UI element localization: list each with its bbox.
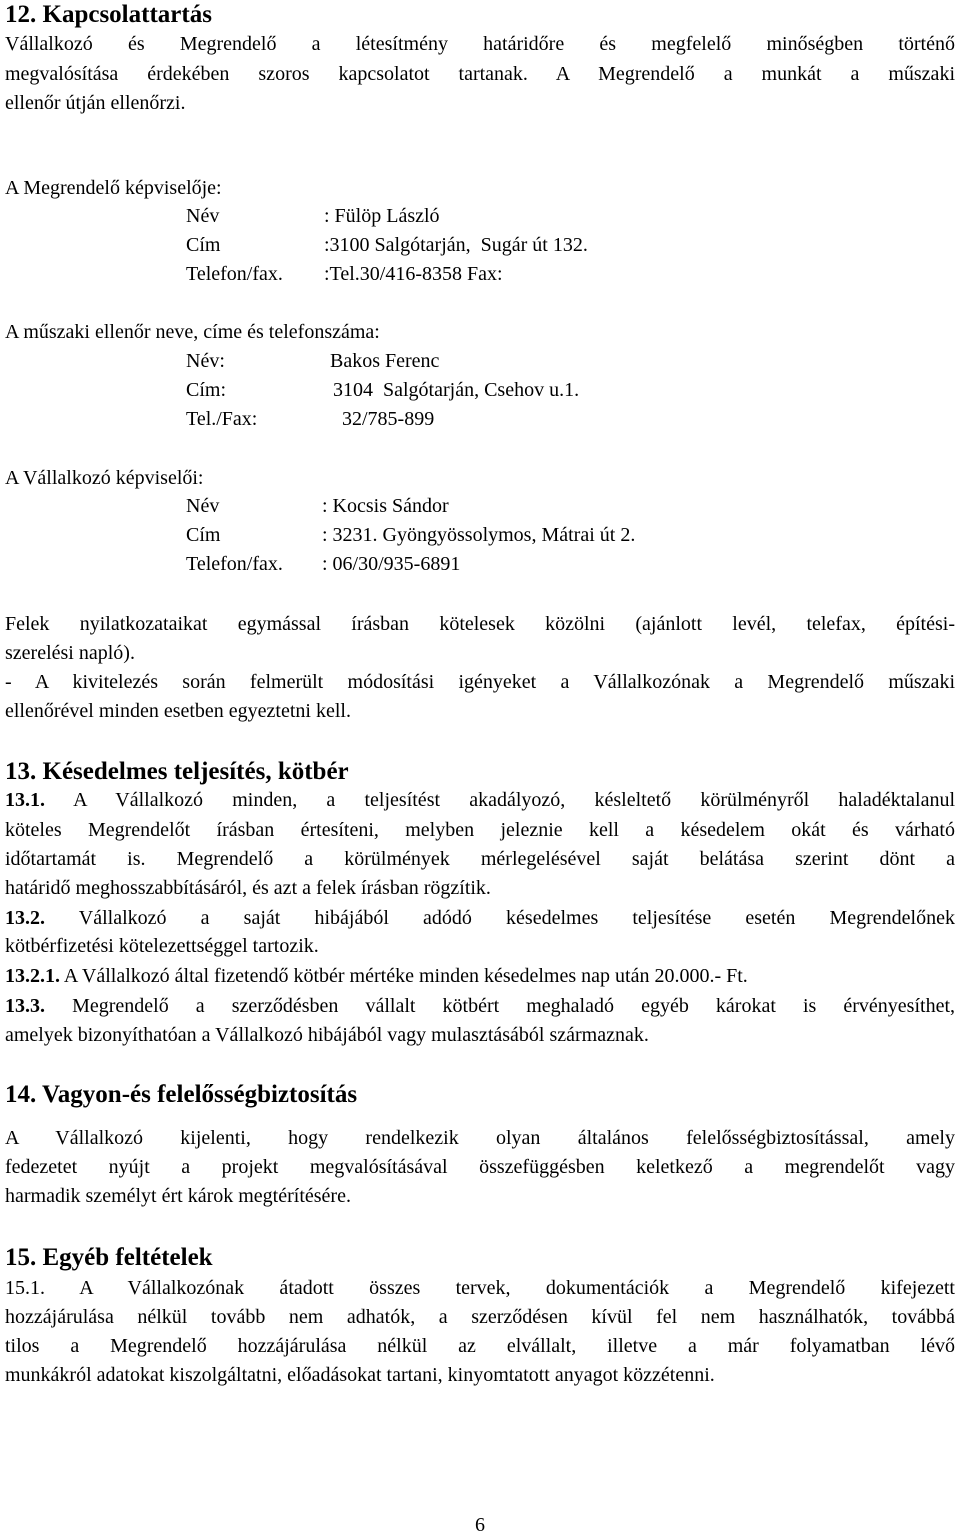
s15-p1-line: hozzájárulása nélkül tovább nem adhatók, a szerződésen kívül fel nem használhatók, továbbá (5, 1306, 955, 1328)
page-number: 6 (475, 1514, 485, 1536)
contractor-rep-label: A Vállalkozó képviselői: (5, 467, 204, 489)
s13-p1-line (5, 788, 955, 812)
engineer-label: A műszaki ellenőr neve, címe és telefonszáma: (5, 321, 380, 343)
clause-text: A Vállalkozó által fizetendő kötbér mértéke minden késedelmes nap után 20.000.- Ft. (63, 965, 748, 987)
clause-text: A Vállalkozónak átadott összes tervek, dokumentációk a Megrendelő kifejezett (79, 1277, 955, 1299)
s12-p1-line: ellenőr útján ellenőrzi. (5, 92, 186, 114)
client-rep-address-label: Cím (186, 234, 221, 256)
engineer-phone-value: 32/785-899 (342, 408, 435, 430)
s13-p1-line: köteles Megrendelőt írásban értesíteni, melyben jeleznie kell a késedelem okát és várható (5, 819, 955, 841)
s15-p1-line (5, 1276, 955, 1300)
clause-text: A Vállalkozó minden, a teljesítést akadályozó, késleltető körülményről haladéktalanul (73, 789, 956, 811)
contractor-rep-address-label: Cím (186, 524, 221, 546)
engineer-address-value: 3104 Salgótarján, Csehov u.1. (333, 379, 580, 401)
s12-p1-line: megvalósítása érdekében szoros kapcsolatot tartanak. A Megrendelő a munkát a műszaki (5, 63, 955, 85)
s13-p3-line (5, 964, 955, 988)
s14-p1-line: A Vállalkozó kijelenti, hogy rendelkezik olyan általános felelősségbiztosítással, amely (5, 1127, 955, 1149)
s13-p4-line: amelyek bizonyíthatóan a Vállalkozó hibájából vagy mulasztásából származnak. (5, 1024, 649, 1046)
section-14-heading: 14. Vagyon-és felelősségbiztosítás (5, 1081, 358, 1108)
clause-number: 13.2.1. (5, 965, 60, 987)
section-13-heading: 13. Késedelmes teljesítés, kötbér (5, 758, 349, 785)
s13-p2-line: kötbérfizetési kötelezettséggel tartozik. (5, 935, 319, 957)
engineer-phone-label: Tel./Fax: (186, 408, 258, 430)
section-15-heading: 15. Egyéb feltételek (5, 1244, 213, 1271)
s13-p4-line (5, 994, 955, 1018)
client-rep-label: A Megrendelő képviselője: (5, 177, 222, 199)
s15-p1-line: munkákról adatokat kiszolgáltatni, előadásokat tartani, kinyomtatott anyagot közzétenni. (5, 1364, 715, 1386)
s13-p1-line: időtartamát is. Megrendelő a körülmények mérlegelésével saját belátása szerint dönt a (5, 848, 955, 870)
s12-p2-line: szerelési napló). (5, 642, 135, 664)
client-rep-address-value: :3100 Salgótarján, Sugár út 132. (324, 234, 588, 256)
s15-p1-line: tilos a Megrendelő hozzájárulása nélkül az elvállalt, illetve a már folyamatban lévő (5, 1335, 955, 1357)
clause-number: 13.3. (5, 995, 45, 1017)
contractor-rep-phone-label: Telefon/fax. (186, 553, 283, 575)
client-rep-phone-value: :Tel.30/416-8358 Fax: (324, 263, 503, 285)
clause-text: Megrendelő a szerződésben vállalt kötbért meghaladó egyéb károkat is érvényesíthet, (72, 995, 956, 1017)
engineer-address-label: Cím: (186, 379, 227, 401)
s13-p1-line: határidő meghosszabbításáról, és azt a felek írásban rögzítik. (5, 877, 491, 899)
clause-number: 13.1. (5, 789, 45, 811)
clause-number: 15.1. (5, 1277, 45, 1299)
section-12-heading: 12. Kapcsolattartás (5, 1, 212, 28)
s13-p2-line (5, 906, 955, 930)
s14-p1-line: harmadik személyt ért károk megtérítésére. (5, 1185, 351, 1207)
s14-p1-line: fedezetet nyújt a projekt megvalósításával összefüggésben keletkező a megrendelőt vagy (5, 1156, 955, 1178)
contractor-rep-name-label: Név (186, 495, 220, 517)
contractor-rep-address-value: : 3231. Gyöngyössolymos, Mátrai út 2. (322, 524, 636, 546)
engineer-name-value: Bakos Ferenc (330, 350, 440, 372)
s12-p3-line: ellenőrével minden esetben egyeztetni kell. (5, 700, 351, 722)
s12-p1-line: Vállalkozó és Megrendelő a létesítmény határidőre és megfelelő minőségben történő (5, 33, 955, 55)
contractor-rep-phone-value: : 06/30/935-6891 (322, 553, 461, 575)
contractor-rep-name-value: : Kocsis Sándor (322, 495, 449, 517)
client-rep-phone-label: Telefon/fax. (186, 263, 283, 285)
client-rep-name-value: : Fülöp László (324, 205, 440, 227)
s12-p3-line: - A kivitelezés során felmerült módosítási igényeket a Vállalkozónak a Megrendelő műszaki (5, 671, 955, 693)
engineer-name-label: Név: (186, 350, 225, 372)
clause-text: Vállalkozó a saját hibájából adódó késedelmes teljesítése esetén Megrendelőnek (78, 907, 955, 929)
s12-p2-line: Felek nyilatkozataikat egymással írásban kötelesek közölni (ajánlott levél, telefax, építési- (5, 613, 955, 635)
clause-number: 13.2. (5, 907, 45, 929)
client-rep-name-label: Név (186, 205, 220, 227)
